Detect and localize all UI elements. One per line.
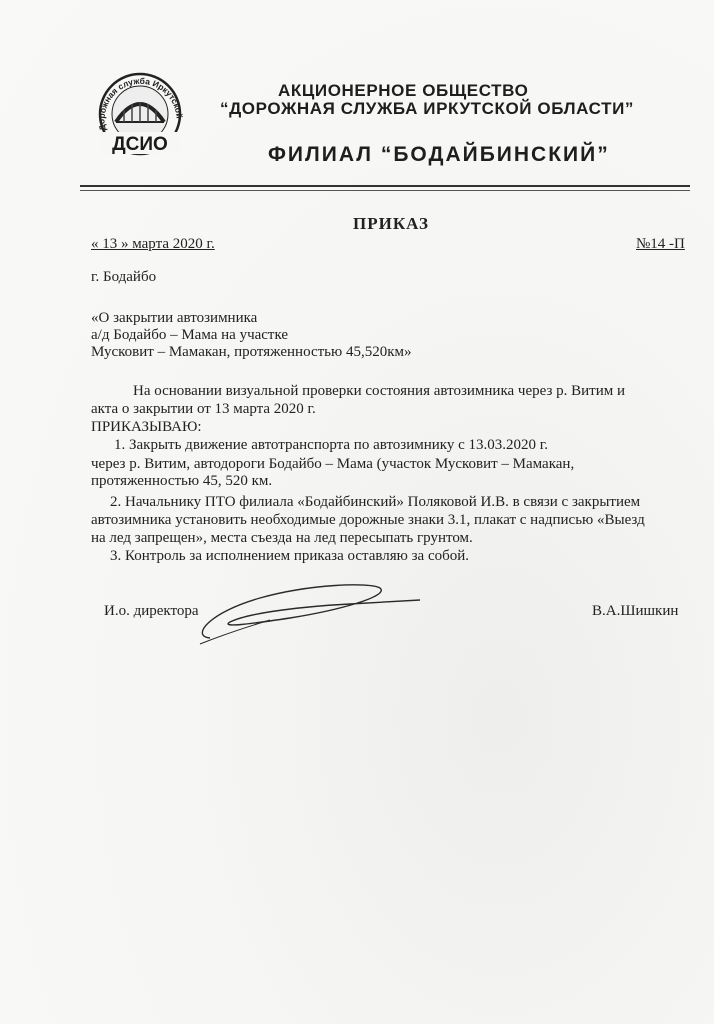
preamble-line: На основании визуальной проверки состояния автозимника через р. Витим и <box>133 383 626 399</box>
document-city: г. Бодайбо <box>91 269 157 285</box>
logo-abbr: ДСИО <box>112 134 168 155</box>
subject-line: «О закрытии автозимника <box>91 310 258 326</box>
order-heading: ПРИКАЗЫВАЮ: <box>91 419 202 435</box>
branch-name: ФИЛИАЛ “БОДАЙБИНСКИЙ” <box>268 143 610 166</box>
document-title: ПРИКАЗ <box>353 214 429 233</box>
logo-arc-text: Дорожная служба Иркутской <box>96 75 185 132</box>
subject-line: а/д Бодайбо – Мама на участке <box>91 327 289 343</box>
preamble-line: акта о закрытии от 13 марта 2020 г. <box>91 401 316 417</box>
order-item-line: 1. Закрыть движение автотранспорта по автозимнику с 13.03.2020 г. <box>114 437 548 453</box>
order-item-line: через р. Витим, автодороги Бодайбо – Мама (участок Мусковит – Мамакан, <box>91 456 575 472</box>
order-item-line: протяженностью 45, 520 км. <box>91 473 273 489</box>
org-name-line2: “ДОРОЖНАЯ СЛУЖБА ИРКУТСКОЙ ОБЛАСТИ” <box>220 99 634 118</box>
order-item-line: автозимника установить необходимые дорожные знаки 3.1, плакат с надписью «Выезд <box>91 512 645 528</box>
company-logo <box>92 68 188 164</box>
signer-name: В.А.Шишкин <box>592 603 679 619</box>
order-item-line: 2. Начальнику ПТО филиала «Бодайбинский» Поляковой И.В. в связи с закрытием <box>110 494 641 510</box>
org-name-line1: АКЦИОНЕРНОЕ ОБЩЕСТВО <box>278 81 529 100</box>
header-divider <box>80 185 690 187</box>
handwritten-signature <box>190 578 425 650</box>
order-item-line: на лед запрещен», места съезда на лед пересыпать грунтом. <box>91 530 473 546</box>
header-divider-thin <box>80 190 690 191</box>
subject-line: Мусковит – Мамакан, протяженностью 45,520км» <box>91 344 412 360</box>
order-item-line: 3. Контроль за исполнением приказа оставляю за собой. <box>110 548 470 564</box>
document-date: « 13 » марта 2020 г. <box>91 236 215 252</box>
signer-position: И.о. директора <box>104 603 199 619</box>
document-number: №14 -П <box>636 236 685 252</box>
